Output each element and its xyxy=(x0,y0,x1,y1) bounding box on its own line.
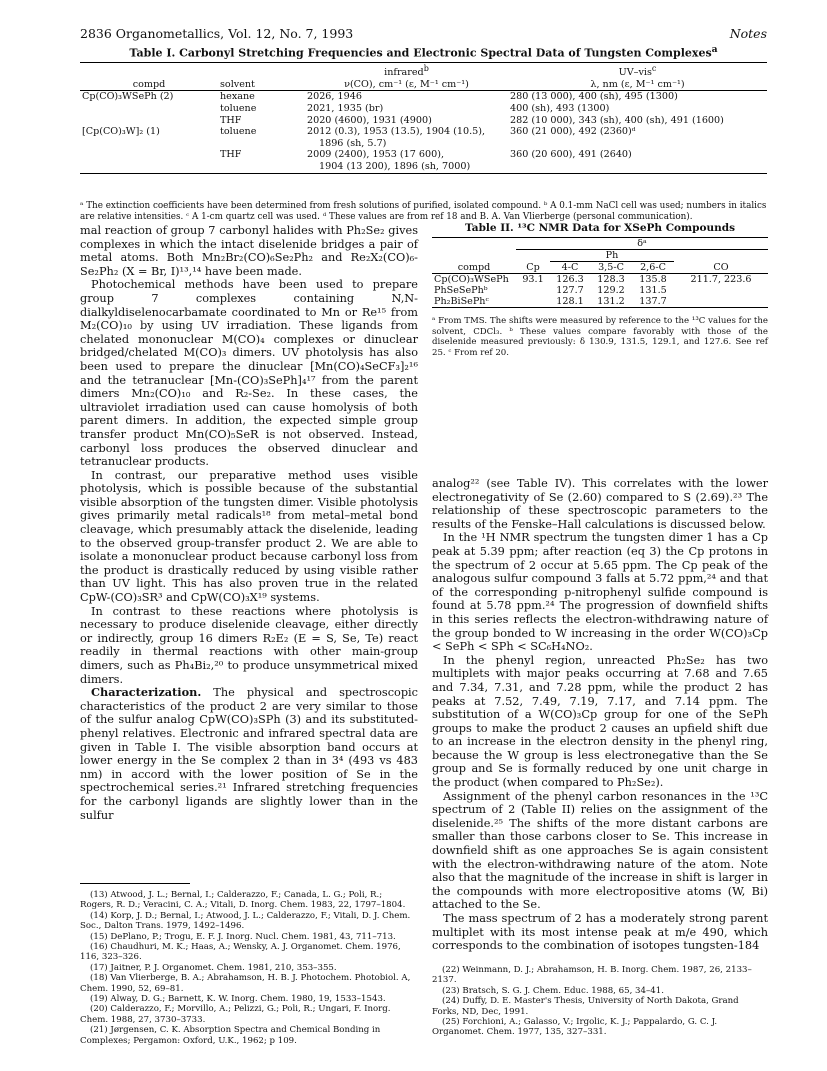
reference: (13) Atwood, J. L.; Bernal, I.; Calderazzo, F.; Canada, L. G.; Poli, R.; Rogers, R. D.; Veracini, C. A.; Vitali, D. Inorg. Chem. 1983, 22, 1797–1804. xyxy=(80,890,406,911)
page-info: 2836 Organometallics, Vol. 12, No. 7, 1993 xyxy=(80,26,354,41)
reference: (22) Weinmann, D. J.; Abrahamson, H. B. Inorg. Chem. 1987, 26, 2133–2137. xyxy=(432,965,752,986)
table-row: toluene 2021, 1935 (br) 400 (sh), 493 (1300) xyxy=(220,102,610,114)
table1-col-uv: λ, nm (ε, M⁻¹ cm⁻¹) xyxy=(590,78,685,90)
reference: (14) Korp, J. D.; Bernal, I.; Atwood, J. L.; Calderazzo, F.; Vitali, D. J. Chem. Soc., Dalton Trans. 1979, 1492–1496. xyxy=(80,910,411,932)
table-row: PhSeSePhᵇ 127.7 129.2 131.5 xyxy=(434,285,667,296)
table2-head-delta: δᵃ xyxy=(516,238,768,250)
table2-col-compd: compd xyxy=(457,261,491,273)
paragraph: In the ¹H NMR spectrum the tungsten dimer 1 has a Cp peak at 5.39 ppm; after reaction (eq 3) the Cp protons in the spectrum of 2 occur at 5.65 ppm. The Cp peak of the analogous sulfur compound 3 falls at 5.72 ppm,²⁴ and that of the corresponding p-nitrophenyl sulfide compound is found at 5.78 ppm.²⁴ The progression of downfield shifts in this series reflects the electron-withdrawing nature of the group bonded to W increasing in the order W(CO)₃Cp < SePh < SPh < SC₆H₄NO₂. xyxy=(432,531,768,654)
table2-col-35c: 3,5-C xyxy=(598,262,624,273)
table1-col-compd: compd xyxy=(132,78,166,90)
reference: (17) Jaitner, P. J. Organomet. Chem. 1981, 210, 353–355. xyxy=(90,962,337,973)
table-row: Cp(CO)₃WSePh 93.1 126.3 128.3 135.8 211.7, 223.6 xyxy=(434,274,752,285)
table1-title: Table I. Carbonyl Stretching Frequencies and Electronic Spectral Data of Tungsten Complexes$^a$ xyxy=(129,44,718,60)
table-row: 1896 (sh, 5.7) xyxy=(319,137,387,149)
footnote-rule xyxy=(80,883,190,884)
paragraph: In the phenyl region, unreacted Ph₂Se₂ has two multiplets with major peaks occurring at 7.68 and 7.65 and 7.34, 7.31, and 7.28 ppm, while the product 2 has peaks at 7.52, 7.49, 7.19, 7.17, and 7.14 ppm. The substitution of a W(CO)₃Cp group for one of the SePh groups to make the product 2 causes an upfield shift due to an increase in the electron density in the phenyl ring, because the W group is less electronegative than the Se group and Se is formally reduced by one unit charge in the product (when compared to Ph₂Se₂). xyxy=(432,653,768,790)
table2-head-ph: Ph xyxy=(550,250,674,262)
references-right xyxy=(432,965,768,1038)
left-column-text xyxy=(80,224,418,822)
running-header xyxy=(80,26,767,44)
table1-col-solvent: solvent xyxy=(220,78,255,90)
reference: (25) Forchioni, A.; Galasso, V.; Irgolic, K. J.; Pappalardo, G. C. J. Organomet. Chem. 1977, 135, 327–331. xyxy=(432,1017,718,1038)
table1-col-ir: ν(CO), cm⁻¹ (ε, M⁻¹ cm⁻¹) xyxy=(344,78,469,90)
paragraph: Assignment of the phenyl carbon resonances in the ¹³C spectrum of 2 (Table II) relies on the assignment of the diselenide.²⁵ The shifts of the more distant carbons are smaller than those carbons closer to Se. This increase in downfield shift as one approaches Se is again consistent with the electron-withdrawing nature of the atom. Note also that the magnitude of the increase in shift is larger in the compounds with more electropositive atoms (W, Bi) attached to the Se. xyxy=(432,789,768,912)
reference: (20) Calderazzo, F.; Morvillo, A.; Pelizzi, G.; Poli, R.; Ungari, F. Inorg. Chem. 1988, 27, 3730–3733. xyxy=(80,1004,391,1025)
paragraph: In contrast, our preparative method uses visible photolysis, which is possible because of the substantial visible absorption of the tungsten dimer. Visible photolysis gives primarily metal radicals¹⁸ from metal–metal bond cleavage, which presumably attack the diselenide, leading to the observed group-transfer product 2. We are able to isolate a mononuclear product because carbonyl loss from the product is drastically reduced by using visible rather than UV light. This has also proven true in the related CpW-(CO)₃SR³ and CpW(CO)₃X¹⁹ systems. xyxy=(80,468,418,605)
reference: (23) Bratsch, S. G. J. Chem. Educ. 1988, 65, 34–41. xyxy=(442,985,664,996)
table-row: 1904 (13 200), 1896 (sh, 7000) xyxy=(80,161,767,173)
table-row: Ph₂BiSePhᶜ 128.1 131.2 137.7 xyxy=(432,296,768,308)
section-heading: Characterization. xyxy=(91,685,202,700)
table2-grid xyxy=(432,237,768,308)
right-column-text xyxy=(432,477,768,953)
paragraph: The mass spectrum of 2 has a moderately strong parent multiplet with its most intense peak at m/e 490, which corresponds to the combination of isotopes tungsten-184 xyxy=(432,912,768,953)
paragraph: In contrast to these reactions where photolysis is necessary to produce diselenide cleavage, either directly or indirectly, group 16 dimers R₂E₂ (E = S, Se, Te) react readily in thermal reactions with other main-group dimers, such as Ph₄Bi₂,²⁰ to produce unsymmetrical mixed dimers. xyxy=(80,604,418,686)
paragraph: analog²² (see Table IV). This correlates with the lower electronegativity of Se (2.60) compared to S (2.69).²³ The relationship of these spectroscopic parameters to the results of the Fenske–Hall calculations is discussed below. xyxy=(432,477,768,531)
table1 xyxy=(80,62,767,174)
table2-footnote: ᵃ From TMS. The shifts were measured by reference to the ¹³C values for the solvent, CDCl₃. ᵇ These values compare favorably with those of the diselenide measured previously: δ 130.9, 131.5, 129.1, and 127.6. See ref 25. ᶜ From ref 20. xyxy=(432,316,768,358)
table2 xyxy=(432,222,768,358)
table2-col-co: CO xyxy=(713,261,729,273)
table1-footnote: ᵃ The extinction coefficients have been determined from fresh solutions of purified, isolated compound. ᵇ A 0.1-mm NaCl cell was used; numbers in italics are relative intensities. ᶜ A 1-cm quartz cell was used. ᵈ These values are from ref 18 and B. A. Van Vlierberge (personal communication). xyxy=(80,201,767,222)
table2-title: Table II. ¹³C NMR Data for XSePh Compounds xyxy=(464,222,736,234)
reference: (24) Duffy, D. E. Master's Thesis, University of North Dakota, Grand Forks, ND, Dec, 1991. xyxy=(432,996,739,1017)
paragraph: Characterization. The physical and spectroscopic characteristics of the product 2 are very similar to those of the sulfur analog CpW(CO)₃SPh (3) and its substituted-phenyl relatives. Electronic and infrared spectral data are given in Table I. The visible absorption band occurs at lower energy in the Se complex 2 than in 3⁴ (493 vs 483 nm) in accord with the lower position of Se in the spectrochemical series.²¹ Infrared stretching frequencies for the carbonyl ligands are slightly lower than in the sulfur xyxy=(80,685,418,822)
table-row: Cp(CO)₃WSePh (2) hexane 2026, 1946 280 (13 000), 400 (sh), 495 (1300) xyxy=(82,91,678,103)
table1-head-uvvis: UV–vis$^c$ xyxy=(618,64,657,79)
reference: (19) Alway, D. G.; Barnett, K. W. Inorg. Chem. 1980, 19, 1533–1543. xyxy=(90,994,386,1005)
paragraph: mal reaction of group 7 carbonyl halides with Ph₂Se₂ gives complexes in which the intact diselenide bridges a pair of metal atoms. Both Mn₂Br₂(CO)₆Se₂Ph₂ and Re₂X₂(CO)₆-Se₂Ph₂ (X = Br, I)¹³,¹⁴ have been made. xyxy=(80,224,418,278)
table-row: THF 2009 (2400), 1953 (17 600), 360 (20 600), 491 (2640) xyxy=(220,149,632,161)
reference: (21) Jørgensen, C. K. Absorption Spectra and Chemical Bonding in Complexes; Pergamon: Oxford, U.K., 1962; p 109. xyxy=(80,1025,381,1046)
table-row: [Cp(CO)₃W]₂ (1) toluene 2012 (0.3), 1953 (13.5), 1904 (10.5), 360 (21 000), 492 (2360)ᵈ xyxy=(82,126,636,138)
section-name: Notes xyxy=(729,26,767,41)
table1-grid xyxy=(80,62,767,174)
references-left xyxy=(80,890,418,1046)
reference: (18) Van Vlierberge, B. A.; Abrahamson, H. B. J. Photochem. Photobiol. A, Chem. 1990, 52, 69–81. xyxy=(80,973,411,994)
table2-col-cp: Cp xyxy=(526,261,540,273)
reference: (15) DePlano, P.; Trogu, E. F. J. Inorg. Nucl. Chem. 1981, 43, 711–713. xyxy=(90,931,396,942)
table1-head-infrared: infrared$^b$ xyxy=(384,64,429,79)
table2-col-4c: 4-C xyxy=(561,262,579,273)
table2-col-26c: 2,6-C xyxy=(640,262,666,273)
reference: (16) Chaudhuri, M. K.; Haas, A.; Wensky, A. J. Organomet. Chem. 1976, 116, 323–326. xyxy=(80,942,401,963)
table-row: THF 2020 (4600), 1931 (4900) 282 (10 000), 343 (sh), 400 (sh), 491 (1600) xyxy=(220,114,724,126)
paragraph: Photochemical methods have been used to prepare group 7 complexes containing N,N-dialkyldiselenocarbamate coordinated to Mn or Re¹⁵ from M₂(CO)₁₀ by using UV irradiation. These ligands from chelated mononuclear M(CO)₄ complexes or dinuclear bridged/chelated M(CO)₃ dimers. UV photolysis has also been used to prepare the dinuclear [Mn(CO)₄SeCF₃]₂¹⁶ and the tetranuclear [Mn-(CO)₃SePh]₄¹⁷ from the parent dimers Mn₂(CO)₁₀ and R₂-Se₂. In these cases, the ultraviolet irradiation used can cause homolysis of both parent dimers. In addition, the expected simple group transfer product Mn(CO)₅SeR is not observed. Instead, carbonyl loss produces the observed dinuclear and tetranuclear products. xyxy=(80,278,418,469)
